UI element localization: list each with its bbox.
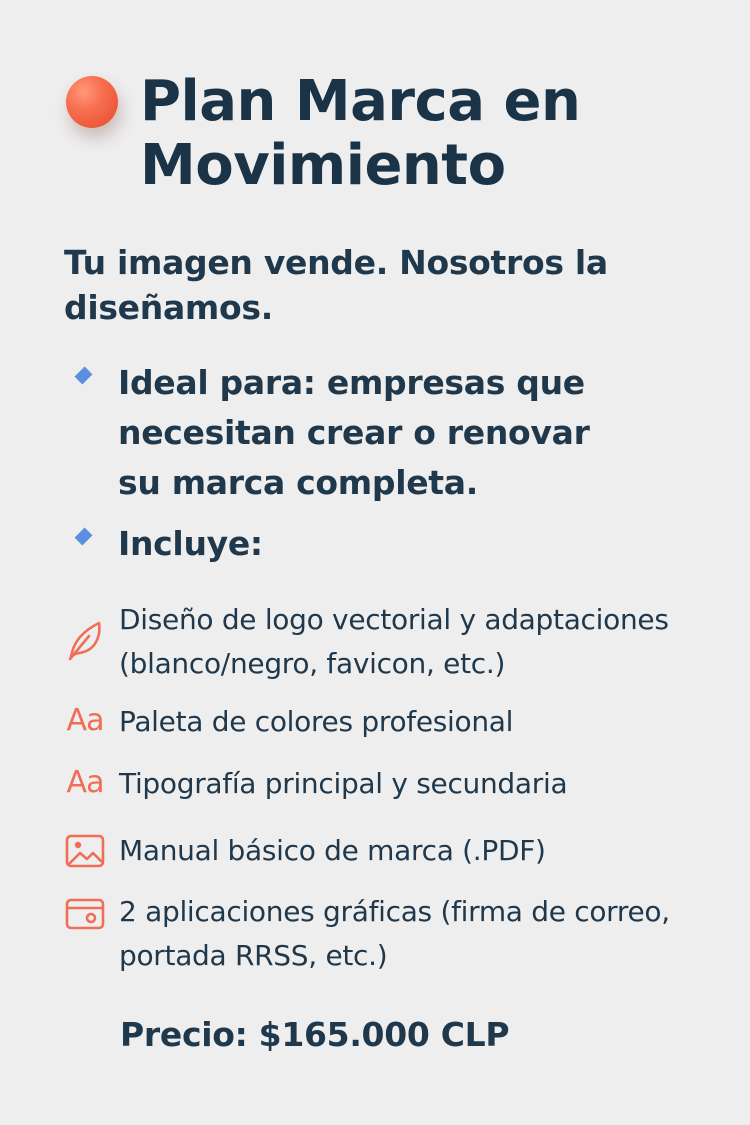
page-title: Plan Marca en Movimiento <box>140 69 581 198</box>
feature-text: Manual básico de marca (.PDF) <box>119 834 546 867</box>
orb-icon <box>66 76 118 128</box>
diamond-icon <box>75 367 93 385</box>
image-icon <box>62 831 108 871</box>
feature-text: Diseño de logo vectorial y adaptaciones (blanco/negro, favicon, etc.) <box>119 603 669 680</box>
bullet-text: Incluye: <box>118 524 263 563</box>
feature-text: 2 aplicaciones gráficas (firma de correo, portada RRSS, etc.) <box>119 895 670 972</box>
tagline: Tu imagen vende. Nosotros la diseñamos. <box>64 243 608 327</box>
card-icon <box>62 894 108 934</box>
leaf-icon <box>62 620 108 660</box>
diamond-icon <box>75 528 93 546</box>
price-label: Precio: $165.000 CLP <box>120 1015 510 1054</box>
typography-aa-icon: Aa <box>66 764 104 800</box>
feature-text: Paleta de colores profesional <box>119 705 514 738</box>
typography-aa-icon: Aa <box>66 702 104 738</box>
feature-text: Tipografía principal y secundaria <box>119 767 568 800</box>
bullet-text: Ideal para: empresas que necesitan crear o renovar su marca completa. <box>118 363 590 502</box>
